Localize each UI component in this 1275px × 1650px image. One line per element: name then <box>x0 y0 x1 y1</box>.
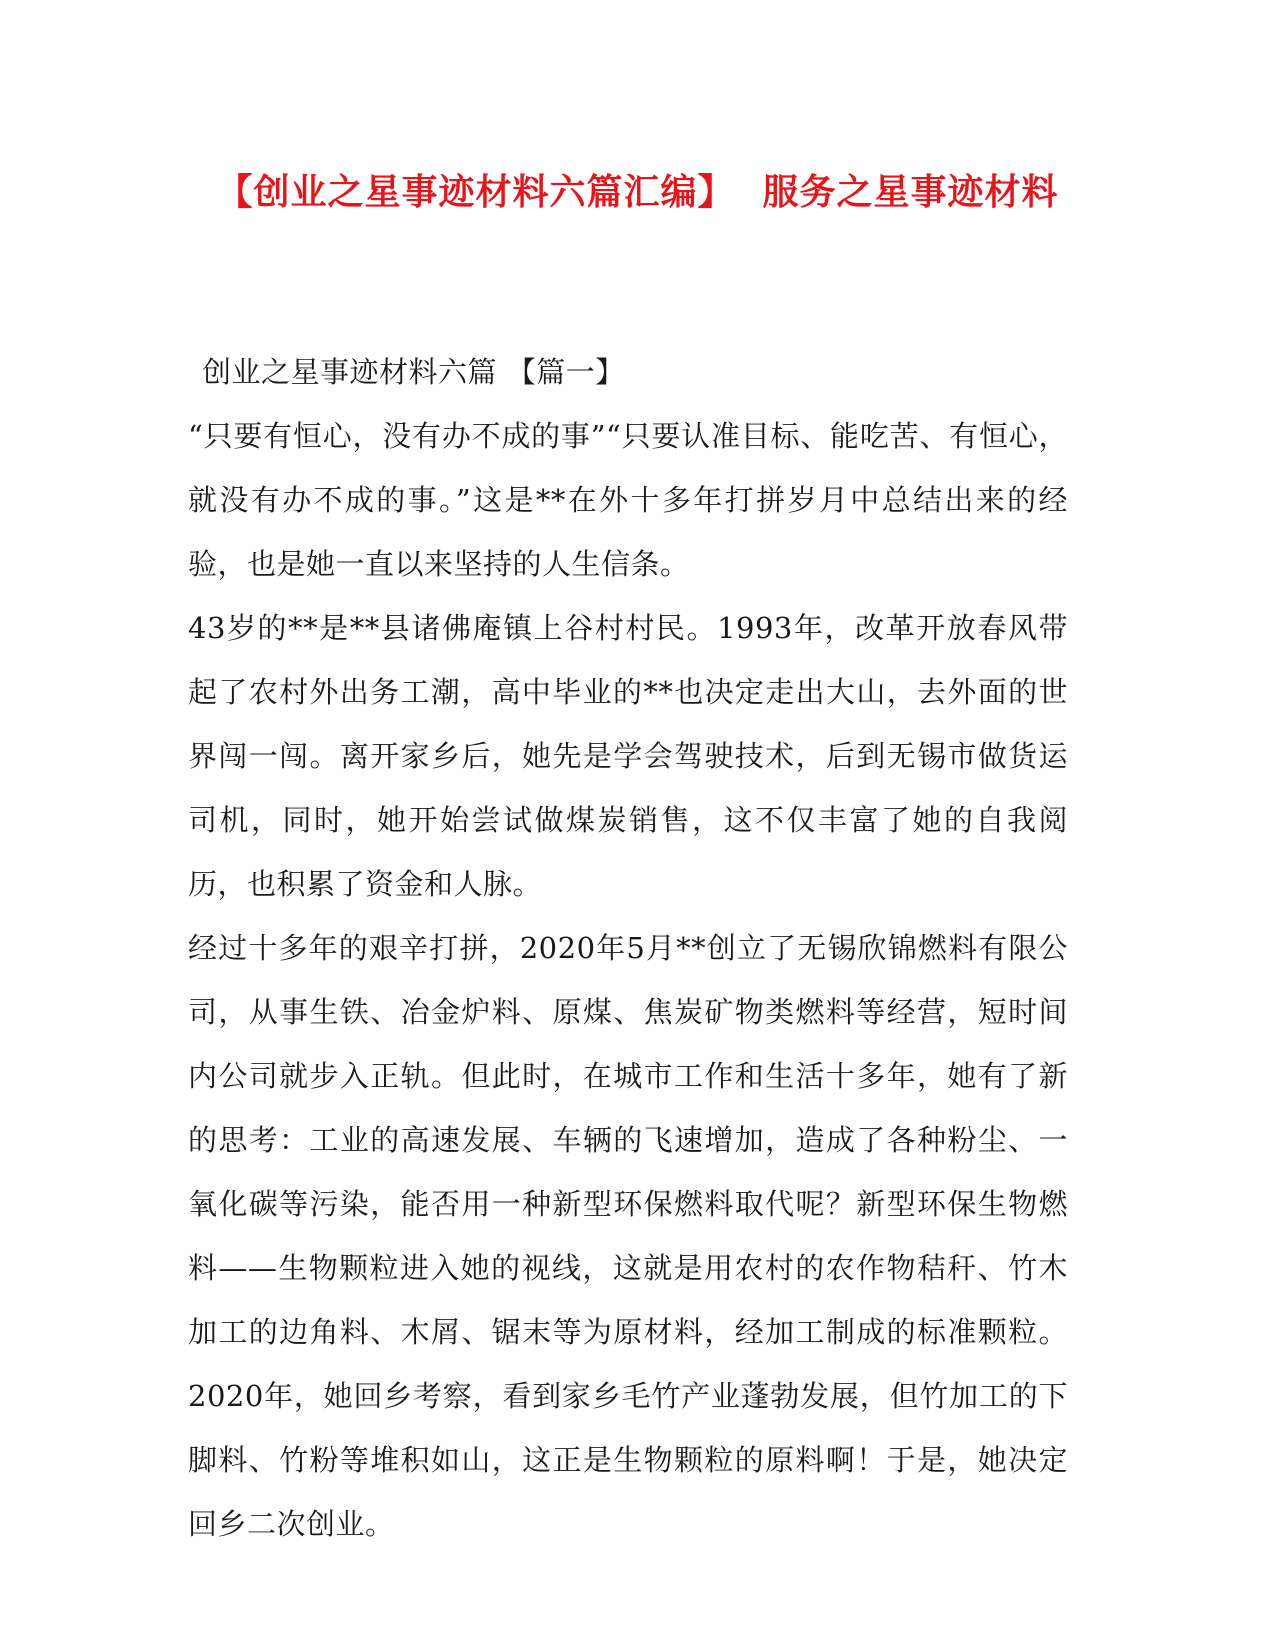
paragraph-1: “只要有恒心，没有办不成的事”“只要认准目标、能吃苦、有恒心，就没有办不成的事。”这是**在外十多年打拼岁月中总结出来的经验，也是她一直以来坚持的人生信条。 <box>188 419 1068 581</box>
paragraph-3: 经过十多年的艰辛打拼，2020年5月**创立了无锡欣锦燃料有限公司，从事生铁、冶金炉料、原煤、焦炭矿物类燃料等经营，短时间内公司就步入正轨。但此时，在城市工作和生活十多年，她有了新的思考：工业的高速发展、车辆的飞速增加，造成了各种粉尘、一氧化碳等污染，能否用一种新型环保燃料取代呢？新型环保生物燃料——生物颗粒进入她的视线，这就是用农村的农作物秸秆、竹木加工的边角料、木屑、锯末等为原材料，经加工制成的标准颗粒。2020年，她回乡考察，看到家乡毛竹产业蓬勃发展，但竹加工的下脚料、竹粉等堆积如山，这正是生物颗粒的原料啊！于是，她决定回乡二次创业。 <box>188 931 1068 1541</box>
paragraph-2: 43岁的**是**县诸佛庵镇上谷村村民。1993年，改革开放春风带起了农村外出务工潮，高中毕业的**也决定走出大山，去外面的世界闯一闯。离开家乡后，她先是学会驾驶技术，后到无锡市做货运司机，同时，她开始尝试做煤炭销售，这不仅丰富了她的自我阅历，也积累了资金和人脉。 <box>188 611 1068 901</box>
document-title-sub: 服务之星事迹材料 <box>762 171 1059 213</box>
document-title <box>0 168 1275 216</box>
document-body <box>188 340 1068 1556</box>
document-title-main: 【创业之星事迹材料六篇汇编】 <box>216 171 735 213</box>
section-heading: 创业之星事迹材料六篇 【篇一】 <box>202 355 625 389</box>
